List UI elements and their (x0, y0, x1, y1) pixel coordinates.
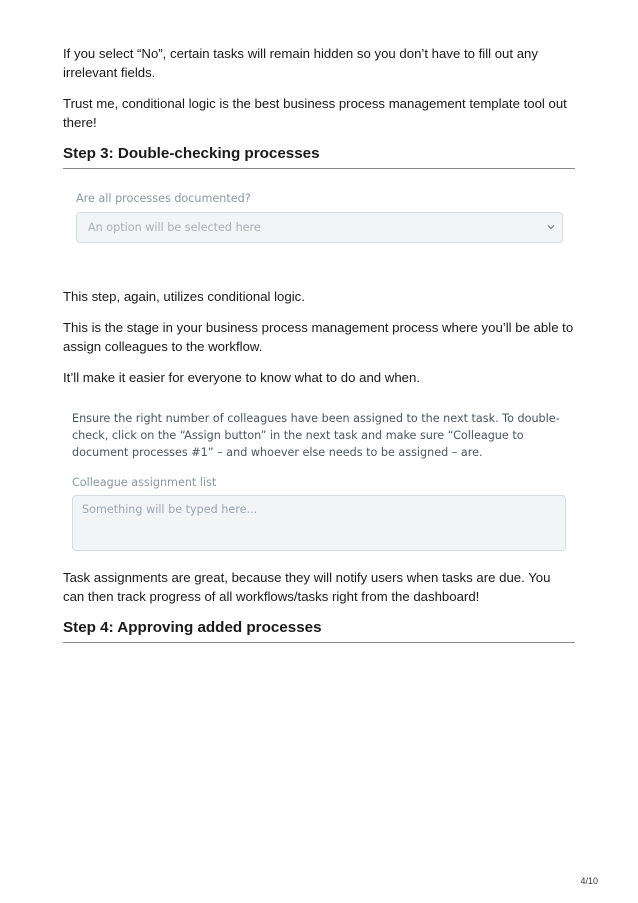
step4-heading: Step 4: Approving added processes (63, 619, 322, 636)
chevron-down-icon (544, 220, 558, 234)
step3-paragraph-2: This is the stage in your business process management process where you’ll be able to assign colleagues to the workflow. (63, 320, 574, 354)
select-placeholder: An option will be selected here (88, 221, 261, 234)
page-number: 4/10 (580, 876, 598, 886)
colleague-assignment-label: Colleague assignment list (72, 476, 217, 489)
intro-paragraph-2: Trust me, conditional logic is the best business process management template tool out there! (63, 96, 567, 130)
colleague-assignment-textarea[interactable] (72, 495, 566, 551)
intro-paragraph-1: If you select “No”, certain tasks will remain hidden so you don’t have to fill out any irrelevant fields. (63, 46, 538, 80)
step3-divider (63, 168, 575, 169)
step3-heading: Step 3: Double-checking processes (63, 145, 320, 162)
step3-paragraph-4: Task assignments are great, because they will notify users when tasks are due. You can then track progress of all workflows/tasks right from the dashboard! (63, 570, 551, 604)
step4-divider (63, 642, 575, 643)
assignment-note: Ensure the right number of colleagues have been assigned to the next task. To double-check, click on the “Assign button” in the next task and make sure “Colleague to document processes #1” – and whoever else needs to be assigned – are. (72, 412, 560, 459)
step3-paragraph-3: It’ll make it easier for everyone to know what to do and when. (63, 370, 420, 385)
processes-documented-label: Are all processes documented? (76, 192, 251, 205)
processes-documented-select[interactable] (76, 212, 563, 243)
textarea-placeholder: Something will be typed here... (82, 503, 258, 516)
step3-paragraph-1: This step, again, utilizes conditional logic. (63, 289, 305, 304)
